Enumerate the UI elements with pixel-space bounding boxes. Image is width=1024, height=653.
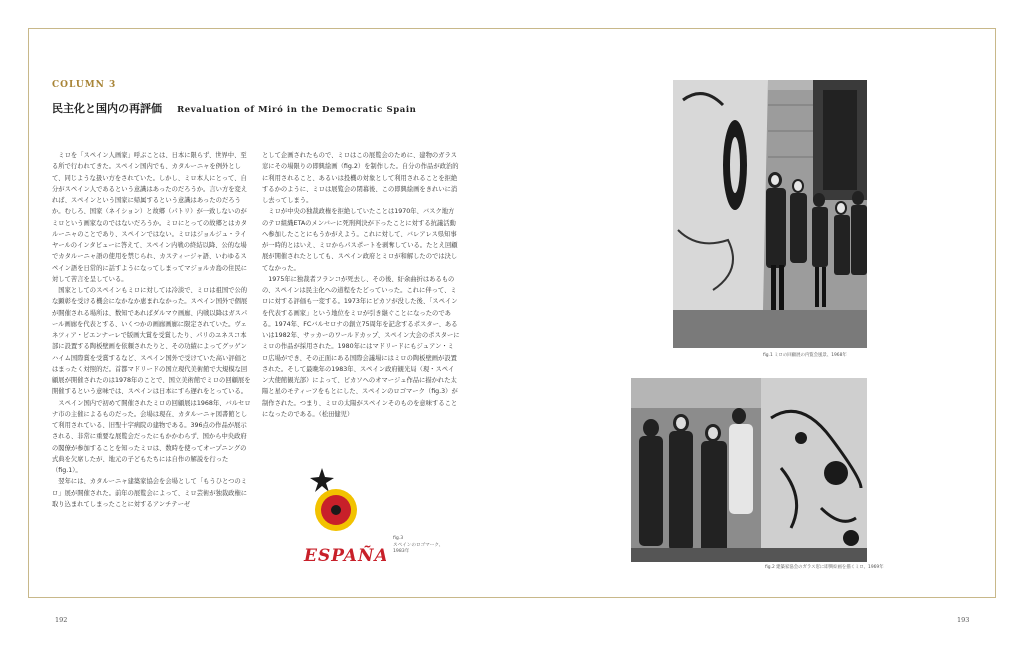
espana-logo bbox=[300, 466, 386, 570]
paragraph: ミロを「スペイン人画家」呼ぶことは、日本に限らず、世界中、至る所で行われてきた。スペイン国内でも、カタルーニャを例外として、同じような扱い方をされていた。しかし、ミロ本人にとって、自分がスペイン人であるという意識はあったのだろうか。言い方を変えれば、スペインという国家に帰属するという意識はあったのだろうか。むしろ、国家（ネイション）と故郷（パトリ）が一致しないのがミロという画家なのではないだろうか。ミロにとっての故郷とはカタルーニャのことであり、スペインではない。ミロはジョルジュ・ライヤールのインタビューに答えて、スペイン内戦の終結以降、公的な場でカタルーニャ語の使用を禁じられ、カスティージャ語、いわゆるスペイン語を日常的に話すようになってしまってマジョルカ島の住民に対して苦言を呈している。 bbox=[52, 152, 248, 283]
paragraph: 1975年に独裁者フランコが死去し、その後、紆余曲折はあるものの、スペインは民主化への道程をたどっていった。これに伴って、ミロに対する評価も一変する。1973年にピカソが没した後、「スペインを代表する画家」という地位をミロが引き継ぐことになったのである。1974年、FCバルセロナの創立75周年を記念するポスター、あるいは1982年、サッカーのワールドカップ、スペイン大会のポスターにミロの作品が採用された。1980年にはマドリードにもジュアン・ミロ広場ができ、その正面にある国際会議場にはミロの陶板壁画が設置された。そして最晩年の1983年、スペイン政府観光局（現・スペイン大使館観光部）によって、ピカソへのオマージュ作品に描かれた太陽と星のモティーフをもとにした、スペインのロゴマーク（fig.3）が制作された。つまり、ミロの太陽がスペインそのものを意味することになったのである。（松田健児） bbox=[262, 275, 460, 418]
logo-text: ESPAÑA bbox=[304, 546, 386, 566]
fig3-caption: fig.3 スペインのロゴマーク、 1983年 bbox=[393, 536, 444, 554]
body-column-1 bbox=[52, 150, 252, 510]
title-japanese: 民主化と国内の再評価 bbox=[52, 102, 162, 115]
paragraph: 国家としてのスペインもミロに対しては冷淡で、ミロは祖国で公的な顕彰を受ける機会になかなか恵まれなかった。スペイン国外で個展が開催される場所は、数知であればダルマウ画廊、内戦以降はガスパール画廊を代表とする、いくつかの画廊画廊に限定されていた。ヴェネツィア・ビエンナーレで版画大賞を受賞したり、パリのユネスコ本部に設置する陶板壁画を依頼されたりと、その功績によってグッゲンハイム国際賞を受賞するなど、スペイン国外で受けていた高い評価とはまったく対照的だ。首都マドリードの国立現代美術館で大規模な回顧展が開催されたのは1978年のことで、国立美術館でミロの回顧展を開催するという意味では、スペインは日本にすら遅れをとっている。 bbox=[52, 287, 251, 396]
paragraph: として企画されたもので、ミロはこの展覧会のために、建物のガラス窓にその場限りの即興絵画（fig.2）を制作した。自分の作品が政治的に利用されること、あるいは投機の対象として利用されることを拒絶するかのように、ミロは展覧会の閉幕後、この即興絵画をきれいに消し去ってしまう。 bbox=[262, 152, 459, 204]
page-number-right: 193 bbox=[957, 616, 970, 624]
body-column-2 bbox=[262, 150, 460, 420]
sun-center bbox=[331, 505, 341, 515]
fig2-caption: fig.2 建築家協会のガラス窓に即興絵画を描くミロ、1969年 bbox=[765, 565, 884, 570]
page-number-left: 192 bbox=[55, 616, 68, 624]
espana-logo-graphic bbox=[300, 466, 386, 570]
paragraph: 翌年には、カタルーニャ建築家協会を会場として「もうひとつのミロ」展が開催された。前年の展覧会によって、ミロ芸術が独裁政権に取り込まれてしまったことに対するアンチテーゼ bbox=[52, 478, 248, 508]
fig1-caption: fig.1 ミロの回顧展の内覧会風景、1968年 bbox=[763, 353, 847, 358]
title-english: Revaluation of Miró in the Democratic Spain bbox=[177, 105, 417, 115]
column-label: COLUMN 3 bbox=[52, 80, 117, 90]
star-shape bbox=[310, 468, 334, 492]
fig2-photo bbox=[631, 378, 867, 562]
paragraph: スペイン国内で初めて開催されたミロの回顧展は1968年、バルセロナ市の主催によるものだった。会場は現在、カタルーニャ図書館として利用されている、旧聖十字病院の建物である。396点の作品が展示される、非常に重要な展覧会だったにもかかわらず、国から中央政府の閣僚が参加することを知ったミロは、数時を使ってオープニングの式典を欠席したが、地元の子どもたちには自作の解説を行った（fig.1）。 bbox=[52, 399, 251, 474]
fig1-photo bbox=[673, 80, 867, 348]
article-title bbox=[52, 97, 416, 116]
paragraph: ミロが中央の独裁政権を拒絶していたことは1970年、バスク地方のテロ組織ETAのメンバーに死刑判決が下ったことに対する抗議活動へ参加したことにもうかがえよう。これに対して、バレアレス県知事が一時的とはいえ、ミロからパスポートを剥奪している。たとえ回顧展が開催されたとしても、スペイン政府とミロが和解したのでは決してなかった。 bbox=[262, 208, 458, 272]
